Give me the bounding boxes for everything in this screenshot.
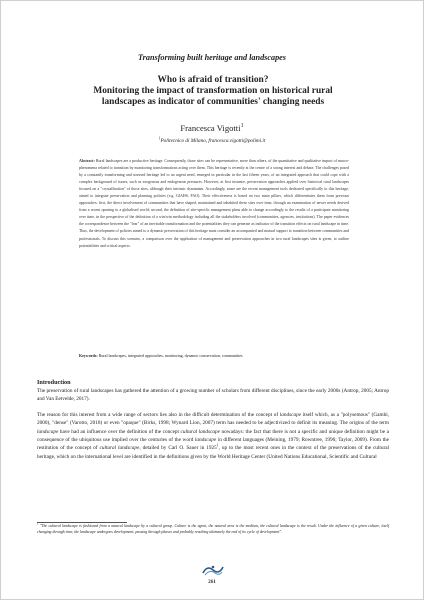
italic-term: landscape [279,412,302,418]
italic-term: landscape [37,428,59,435]
author-text: Francesca Vigotti [180,123,241,133]
abstract [79,158,349,250]
section-heading: Transforming built heritage and landscapes [137,53,286,62]
footnote-ref: 1 [216,443,219,448]
footnote [37,524,389,535]
abstract-text: Rural landscapes are a productive heritage. Consequently, those sites can be representative, more than others, of the quantitative and qualitative impact of macro-phenomena related to transition by monitoring transformations acting over them. This heritage is recently at the centre of a strong interest and debate. The challenges posed by a constantly transforming and stressed heritage led to an urgent need, emerged in particular in the last fifteen years, of an integrated approach that could cope with a complex background of issues, such as exogenous and endogenous pressures. However, at first instance, preservation approaches applied over historical rural landscapes focused on a "crystallisation" of those sites, although their intrinsic dynamism. Accordingly, some are the recent management tools dedicated specifically to this heritage, aimed to integrate preservation and planning policies (e.g. GIAHS, FAO). Their effectiveness is based on two main pillars, which differentiates them from previous approaches: first, the direct involvement of communities that have shaped, maintained and inhabited these sites over time, through an examination of newer needs derived from a recent opening to a globalised world; second, the definition of site-specific management plans able to change accordingly to the results of a participate monitoring over time, in the perspective of the definition of a win/win methodology including all the stakeholders involved (communities, agencies, institutions). The paper evidences the correspondence between the "fear" of an inevitable transformation and the potentialities they can generate as indicator of the transition effects on rural landscape in time. Thus, the development of policies aimed to a dynamic preservation of this heritage must consider an accompanied and mutual support to transition between communities and professionals. To discuss this scenario, a comparison over the application of management and preservation approaches in two rural landscapes sites is given, to outline potentialities and critical aspects. [79,159,350,248]
footnote-text: "The cultural landscape is fashioned from a natural landscape by a cultural group. Culture is the agent, the natural area is the medium, the cultural landscape is the result. Under the influence of a given culture, itself changing through time, the landscape undergoes development, passing through phases and probably reaching ultimately the end of its cycle of development". [37,524,389,534]
affiliation-superscript: 1 [158,136,161,141]
italic-term: landscape [194,437,217,444]
keywords [79,353,349,359]
title-line: Who is afraid of transition? [157,75,269,85]
paragraph-text [37,411,389,461]
paragraph-text: The preservation of rural landscapes has gathered the attention of a growing number of scholars from different disciplines, since the early 2000s (Antrop, 2005; Antrop and Van Eetvelde, 2017). [37,388,389,403]
text-run: have had an influence over the definition of the concept [58,428,181,435]
page-number: 261 [208,579,216,585]
affiliation [1,138,423,144]
paper-title [41,75,385,109]
italic-term: cultural landscape [99,445,140,452]
keywords-label: Keywords: [79,353,98,358]
introduction-paragraph [37,387,389,404]
author-superscript: 1 [240,123,244,130]
text-run: , up to the most recent ones in the context of the preservations of the cultural heritage, which on the international level are identified in the definitions given by the World Heritage Center (United Nations Educational, Scientific and Cultural [37,445,390,460]
title-line: Monitoring the impact of transformation on historical rural [93,86,333,97]
text-run: itself which, as a "polysemous" (Gambi, 2000), "dense" (Varotto, 2018) or even "opaque" (Birks, 1998; Wynard Lion, 2007) term has needed to be adjectivized to definit its meaning. The origins of the term [37,412,389,427]
text-run: , detailed by Carl O. Sauer in 1925 [139,445,217,452]
text-run: in different languages (Meining, 1979; Rowntree, 1996; Taylor, 2009). From the restitution of the concept of [37,437,389,452]
affiliation-text: Politecnico di Milano, francesca.vigotti@polimi.it [160,138,266,144]
title-line: landscapes as indicator of communities' changing needs [101,97,325,108]
footnote-number: 1 [37,522,39,526]
text-run: nowadays: the fact that there is not a specific and unique definition might be a consequence of the ubiquitous use implied over the centuries of the word [37,428,389,444]
text-run: The reason for this interest from a wide range of sectors lies also in the difficult determination of the concept of [37,412,280,418]
keywords-text: Rural landscapes, integrated approaches, monitoring, dynamic conservation, communities [98,353,243,358]
italic-term: cultural landscape [180,428,221,435]
footnote-divider [37,522,127,523]
introduction-heading: Introduction [37,379,71,386]
introduction-paragraph [37,411,389,461]
author-name [1,123,423,133]
publisher-logo-icon [201,563,225,577]
abstract-label: Abstract: [79,159,95,163]
